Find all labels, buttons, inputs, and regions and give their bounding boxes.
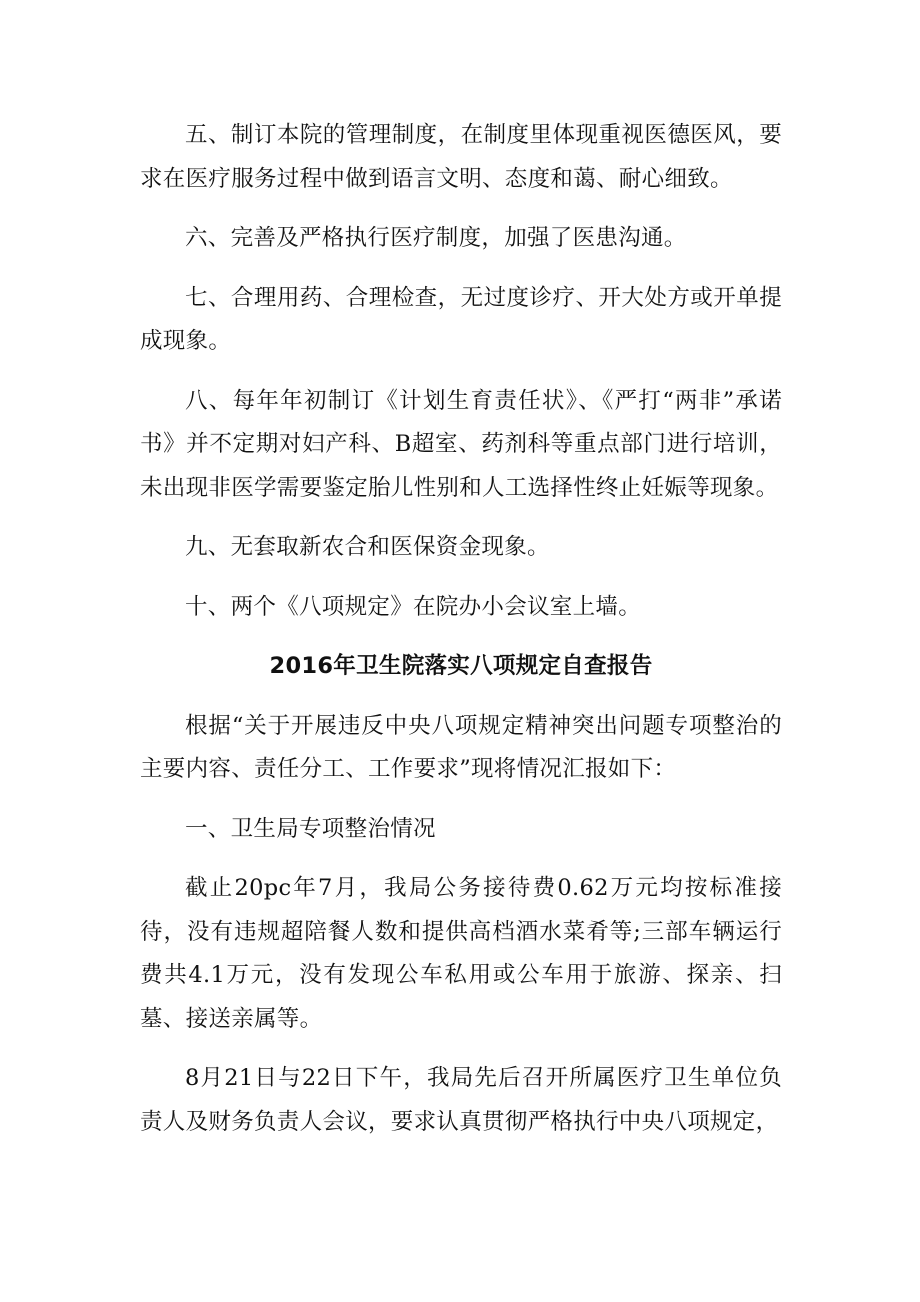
intro-paragraph: 根据“关于开展违反中央八项规定精神突出问题专项整治的主要内容、责任分工、工作要求”现将情况汇报如下： (140, 712, 782, 782)
section-heading-1: 一、卫生局专项整治情况 (185, 815, 436, 842)
paragraph-item-10: 十、两个《八项规定》在院办小会议室上墙。 (185, 593, 642, 620)
paragraph-item-8: 八、每年年初制订《计划生育责任状》、《严打“两非”承诺书》并不定期对妇产科、B超室、药剂科等重点部门进行培训，未出现非医学需要鉴定胎儿性别和人工选择性终止妊娠等现象。 (140, 387, 782, 501)
report-title: 2016年卫生院落实八项规定自查报告 (269, 653, 653, 679)
paragraph-item-9: 九、无套取新农合和医保资金现象。 (185, 534, 550, 560)
paragraph-item-7: 七、合理用药、合理检查，无过度诊疗、开大处方或开单提成现象。 (140, 284, 782, 354)
reception-expense-paragraph: 截止20pc年7月，我局公务接待费0.62万元均按标准接待，没有违规超陪餐人数和提供高档酒水菜肴等;三部车辆运行费共4.1万元，没有发现公车私用或公车用于旅游、探亲、扫墓、接送亲属等。 (140, 875, 782, 1032)
paragraph-item-6: 六、完善及严格执行医疗制度，加强了医患沟通。 (185, 225, 687, 251)
paragraph-item-5: 五、制订本院的管理制度，在制度里体现重视医德医风，要求在医疗服务过程中做到语言文明、态度和蔼、耐心细致。 (140, 122, 782, 192)
meeting-paragraph: 8月21日与22日下午，我局先后召开所属医疗卫生单位负责人及财务负责人会议，要求认真贯彻严格执行中央八项规定， (140, 1065, 782, 1135)
document-body (140, 114, 782, 1144)
